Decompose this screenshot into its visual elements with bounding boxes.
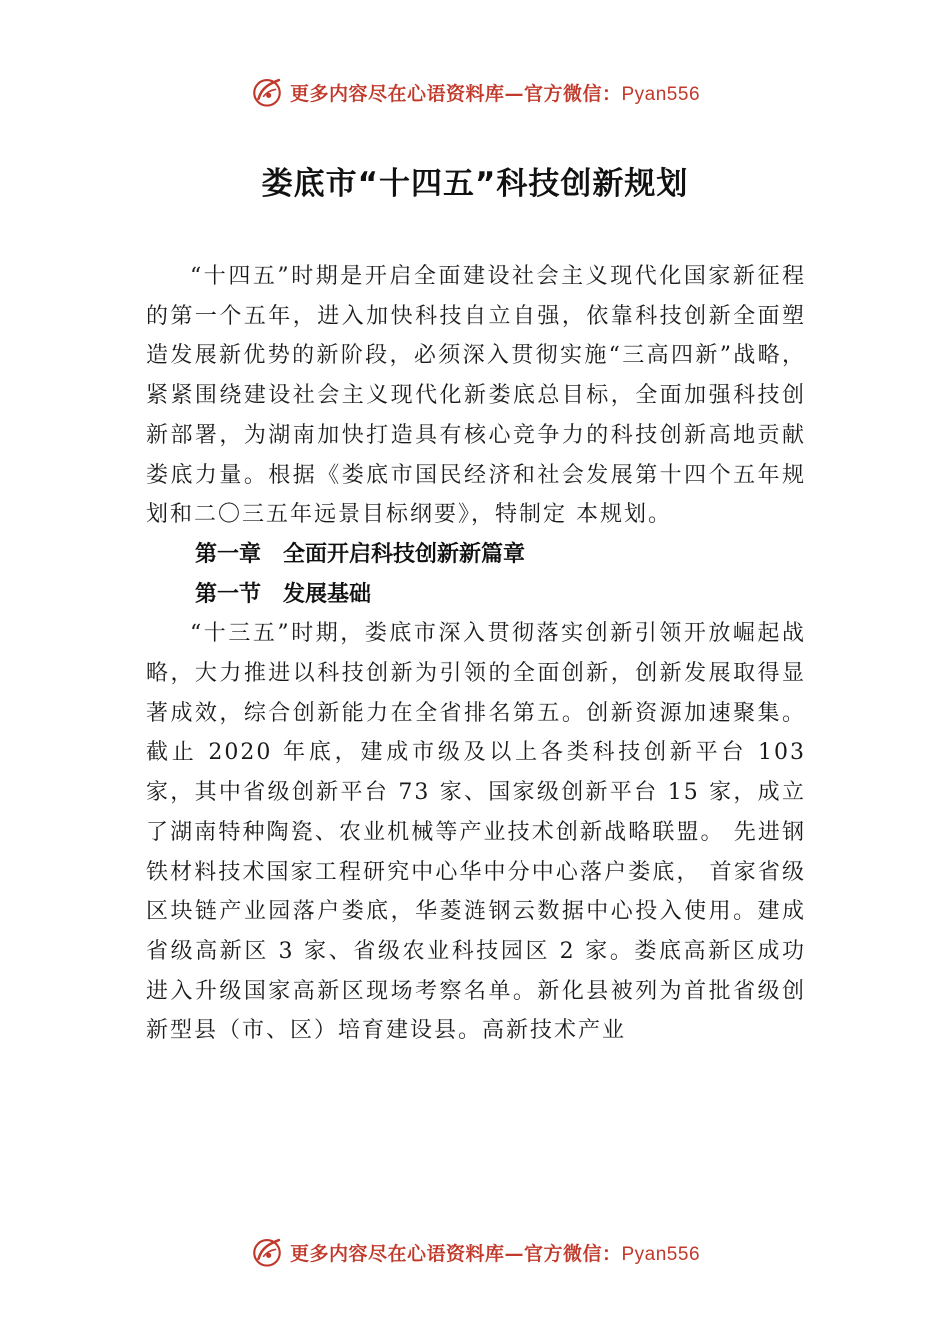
footer-banner	[0, 1232, 950, 1272]
document-body	[146, 257, 806, 1051]
section-heading: 第一节 发展基础	[195, 581, 372, 607]
page-title: 娄底市“十四五”科技创新规划	[261, 166, 689, 202]
wechat-id: Pyan556	[621, 83, 701, 105]
chapter-heading: 第一章 全面开启科技创新新篇章	[195, 541, 526, 567]
brand-logo-icon	[250, 75, 284, 109]
intro-paragraph: “十四五”时期是开启全面建设社会主义现代化国家新征程的第一个五年，进入加快科技自立自强，依靠科技创新全面塑造发展新优势的新阶段，必须深入贯彻实施“三高四新”战略，紧紧围绕建设社会主义现代化新娄底总目标，全面加强科技创新部署，为湖南加快打造具有核心竞争力的科技创新高地贡献娄底力量。根据《娄底市国民经济和社会发展第十四个五年规划和二〇三五年远景目标纲要》，特制定 本规划。	[146, 264, 806, 528]
section-paragraph: “十三五”时期，娄底市深入贯彻落实创新引领开放崛起战略，大力推进以科技创新为引领的全面创新，创新发展取得显著成效，综合创新能力在全省排名第五。创新资源加速聚集。截止 2020 年底，建成市级及以上各类科技创新平台 103 家，其中省级创新平台 73 家、国家级创新平台 15 家，成立了湖南特种陶瓷、农业机械等产业技术创新战略联盟。 先进钢铁材料技术国家工程研究中心华中分中心落户娄底， 首家省级区块链产业园落户娄底，华菱涟钢云数据中心投入使用。建成省级高新区 3 家、省级农业科技园区 2 家。娄底高新区成功进入升级国家高新区现场考察名单。新化县被列为首批省级创新型县（市、区）培育建设县。高新技术产业	[146, 621, 806, 1044]
header-banner	[0, 72, 950, 112]
banner-text: 更多内容尽在心语资料库—官方微信：Pyan556	[289, 1242, 701, 1265]
brand-logo-icon	[250, 1235, 284, 1269]
banner-text: 更多内容尽在心语资料库—官方微信：Pyan556	[289, 82, 701, 105]
wechat-id: Pyan556	[621, 1243, 701, 1265]
